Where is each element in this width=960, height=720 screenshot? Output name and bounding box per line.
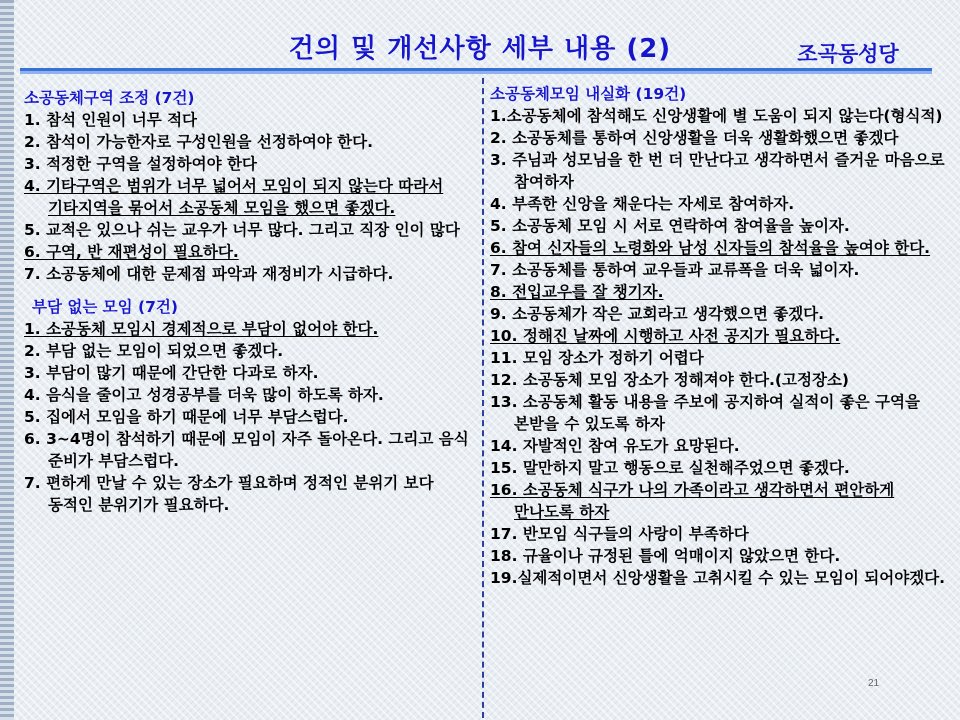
list-item: 9. 소공동체가 작은 교회라고 생각했으면 좋겠다. bbox=[490, 305, 825, 323]
organization-name: 조곡동성당 bbox=[797, 42, 899, 66]
list-item: 2. 소공동체를 통하여 신앙생활을 더욱 생활화했으면 좋겠다 bbox=[490, 129, 899, 147]
list-item: 3. 적정한 구역을 설정하여야 한다 bbox=[24, 155, 257, 173]
list-item: 7. 편하게 만날 수 있는 장소가 필요하며 정적인 분위기 보다 동적인 분위기가 필요하다. bbox=[24, 474, 434, 514]
list-item: 10. 정해진 날짜에 시행하고 사전 공지가 필요하다. bbox=[490, 327, 841, 345]
list-item: 17. 반모임 식구들의 사랑이 부족하다 bbox=[490, 525, 749, 543]
left-column bbox=[24, 88, 480, 516]
list-item: 18. 규율이나 규정된 틀에 억매이지 않았으면 한다. bbox=[490, 547, 841, 565]
list-item: 5. 교적은 있으나 쉬는 교우가 너무 많다. 그리고 직장 인이 많다 bbox=[24, 221, 460, 239]
list-item: 7. 소공동체를 통하여 교우들과 교류폭을 더욱 넓이자. bbox=[490, 261, 860, 279]
list-item: 8. 전입교우를 잘 챙기자. bbox=[490, 283, 664, 301]
list-item: 16. 소공동체 식구가 나의 가족이라고 생각하면서 편안하게 만나도록 하자 bbox=[490, 481, 895, 521]
column-divider bbox=[482, 78, 484, 718]
list-item: 1. 소공동체 모임시 경제적으로 부담이 없어야 한다. bbox=[24, 320, 379, 338]
list-item: 12. 소공동체 모임 장소가 정해져야 한다.(고정장소) bbox=[490, 371, 849, 389]
page-title: 건의 및 개선사항 세부 내용 (2) bbox=[288, 34, 672, 64]
list-item: 4. 음식을 줄이고 성경공부를 더욱 많이 하도록 하자. bbox=[24, 386, 384, 404]
list-item: 2. 부담 없는 모임이 되었으면 좋겠다. bbox=[24, 342, 284, 360]
list-item: 11. 모임 장소가 정하기 어렵다 bbox=[490, 349, 704, 367]
list-item: 2. 참석이 가능한자로 구성인원을 선정하여야 한다. bbox=[24, 133, 374, 151]
list-item: 13. 소공동체 활동 내용을 주보에 공지하여 실적이 좋은 구역을 본받을 수 있도록 하자 bbox=[490, 393, 920, 433]
list-item: 5. 집에서 모임을 하기 때문에 너무 부담스럽다. bbox=[24, 408, 349, 426]
list-item: 1. 참석 인원이 너무 적다 bbox=[24, 111, 198, 129]
list-item: 19.실제적이면서 신앙생활을 고취시킬 수 있는 모임이 되어야겠다. bbox=[490, 569, 946, 587]
list-item: 6. 참여 신자들의 노령화와 남성 신자들의 참석율을 높여야 한다. bbox=[490, 239, 931, 257]
section-heading-burden-free: 부담 없는 모임 (7건) bbox=[32, 298, 178, 316]
list-item: 6. 구역, 반 재편성이 필요하다. bbox=[24, 243, 239, 261]
list-item: 3. 부담이 많기 때문에 간단한 다과로 하자. bbox=[24, 364, 319, 382]
list-item: 4. 부족한 신앙을 채운다는 자세로 참여하자. bbox=[490, 195, 795, 213]
list-item: 6. 3~4명이 참석하기 때문에 모임이 자주 돌아온다. 그리고 음식 준비가 부담스럽다. bbox=[24, 430, 469, 470]
list-item: 14. 자발적인 참여 유도가 요망된다. bbox=[490, 437, 740, 455]
section-heading-substantiality: 소공동체모임 내실화 (19건) bbox=[490, 85, 687, 103]
list-item: 3. 주님과 성모님을 한 번 더 만난다고 생각하면서 즐거운 마음으로 참여하자 bbox=[490, 151, 945, 191]
title-rule bbox=[20, 68, 932, 74]
list-item: 1.소공동체에 참석해도 신앙생활에 별 도움이 되지 않는다(형식적) bbox=[490, 107, 943, 125]
list-item: 15. 말만하지 말고 행동으로 실천해주었으면 좋겠다. bbox=[490, 459, 850, 477]
list-item: 4. 기타구역은 범위가 너무 넓어서 모임이 되지 않는다 따라서 기타지역을 묶어서 소공동체 모임을 했으면 좋겠다. bbox=[24, 177, 444, 217]
section-heading-area-adjustment: 소공동체구역 조정 (7건) bbox=[24, 89, 195, 107]
left-border-decoration bbox=[0, 0, 14, 720]
right-column bbox=[490, 84, 948, 589]
list-item: 5. 소공동체 모임 시 서로 연락하여 참여율을 높이자. bbox=[490, 217, 850, 235]
page-number: 21 bbox=[868, 678, 880, 689]
list-item: 7. 소공동체에 대한 문제점 파악과 재정비가 시급하다. bbox=[24, 265, 394, 283]
